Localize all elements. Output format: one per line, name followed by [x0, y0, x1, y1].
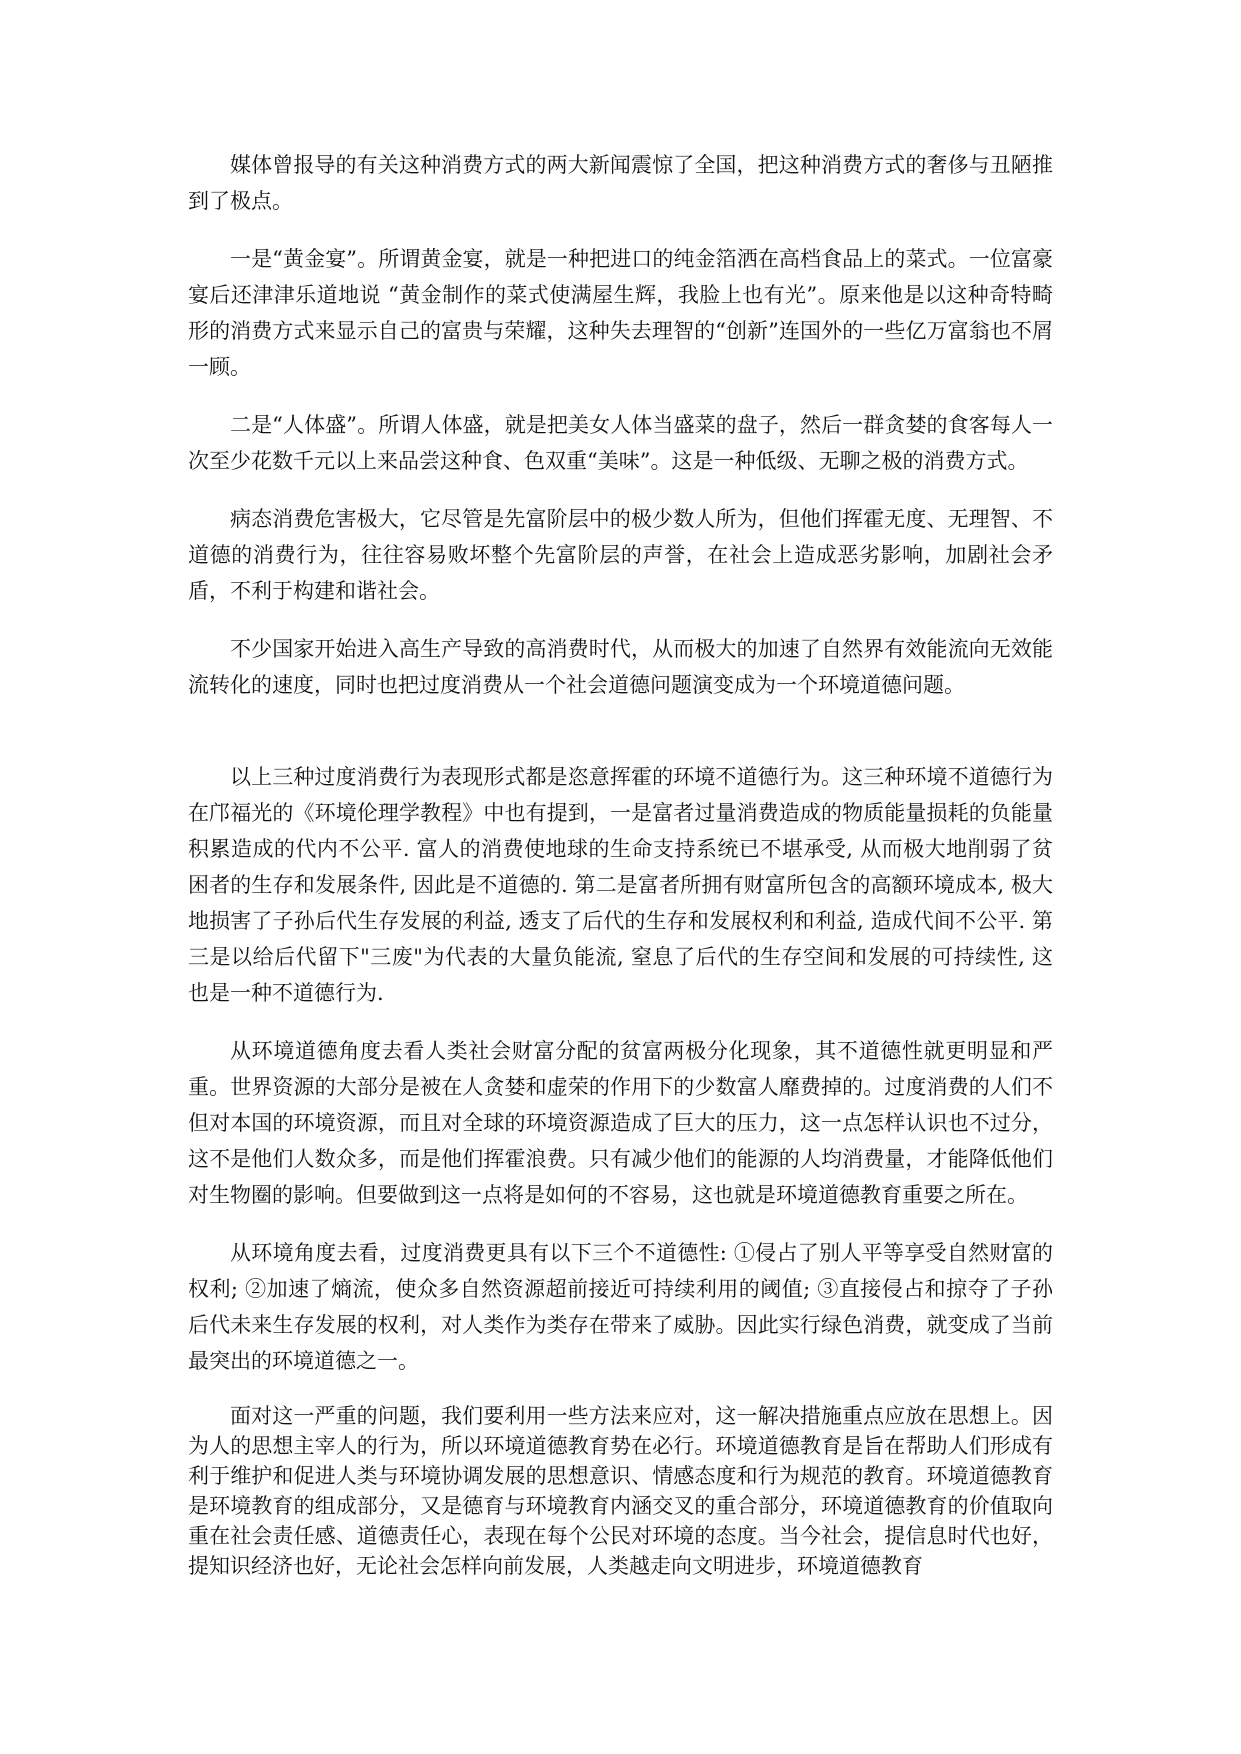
paragraph-wealth-polarization: 从环境道德角度去看人类社会财富分配的贫富两极分化现象，其不道德性就更明显和严重。世界资源的大部分是被在人贪婪和虚荣的作用下的少数富人靡费掉的。过度消费的人们不但对本国的环境资源，而且对全球的环境资源造成了巨大的压力，这一点怎样认识也不过分，这不是他们人数众多，而是他们挥霍浪费。只有减少他们的能源的人均消费量，才能降低他们对生物圈的影响。但要做到这一点将是如何的不容易，这也就是环境道德教育重要之所在。 [188, 1039, 1053, 1207]
paragraph-golden-banquet: 一是“黄金宴”。所谓黄金宴，就是一种把进口的纯金箔洒在高档食品上的菜式。一位富豪宴后还津津乐道地说 “黄金制作的菜式使满屋生辉，我脸上也有光”。原来他是以这种奇特畸形的消费方式来显示自己的富贵与荣耀，这种失去理智的“创新”连国外的一些亿万富翁也不屑一顾。 [188, 247, 1053, 379]
paragraph-three-immoralities: 从环境角度去看，过度消费更具有以下三个不道德性: ①侵占了别人平等享受自然财富的权利; ②加速了熵流，使众多自然资源超前接近可持续利用的阈值; ③直接侵占和掠夺了子孙后代未来生存发展的权利，对人类作为类存在带来了威胁。因此实行绿色消费，就变成了当前最突出的环境道德之一。 [188, 1241, 1053, 1373]
paragraph-high-consumption-era: 不少国家开始进入高生产导致的高消费时代，从而极大的加速了自然界有效能流向无效能流转化的速度，同时也把过度消费从一个社会道德问题演变成为一个环境道德问题。 [188, 637, 1053, 697]
document-body [188, 147, 1053, 1603]
paragraph-pathological-consumption: 病态消费危害极大，它尽管是先富阶层中的极少数人所为，但他们挥霍无度、无理智、不道德的消费行为，往往容易败坏整个先富阶层的声誉，在社会上造成恶劣影响，加剧社会矛盾，不利于构建和谐社会。 [188, 507, 1053, 603]
paragraph-body-platter: 二是“人体盛”。所谓人体盛，就是把美女人体当盛菜的盘子，然后一群贪婪的食客每人一次至少花数千元以上来品尝这种食、色双重“美味”。这是一种低级、无聊之极的消费方式。 [188, 413, 1053, 473]
paragraph-three-immoral-behaviors: 以上三种过度消费行为表现形式都是恣意挥霍的环境不道德行为。这三种环境不道德行为在邝福光的《环境伦理学教程》中也有提到，一是富者过量消费造成的物质能量损耗的负能量积累造成的代内不公平. 富人的消费使地球的生命支持系统已不堪承受, 从而极大地削弱了贫困者的生存和发展条件, 因此是不道德的. 第二是富者所拥有财富所包含的高额环境成本, 极大地损害了子孙后代生存发展的利益, 透支了后代的生存和发展权利和利益, 造成代间不公平. 第三是以给后代留下"三废"为代表的大量负能流, 窒息了后代的生存空间和发展的可持续性, 这也是一种不道德行为. [188, 765, 1053, 1005]
paragraph-environmental-ethics-education: 面对这一严重的问题，我们要利用一些方法来应对，这一解决措施重点应放在思想上。因为人的思想主宰人的行为，所以环境道德教育势在必行。环境道德教育是旨在帮助人们形成有利于维护和促进人类与环境协调发展的思想意识、情感态度和行为规范的教育。环境道德教育是环境教育的组成部分，又是德育与环境教育内涵交叉的重合部分，环境道德教育的价值取向重在社会责任感、道德责任心，表现在每个公民对环境的态度。当今社会，提信息时代也好，提知识经济也好，无论社会怎样向前发展，人类越走向文明进步，环境道德教育 [188, 1404, 1053, 1578]
paragraph-media-reports: 媒体曾报导的有关这种消费方式的两大新闻震惊了全国，把这种消费方式的奢侈与丑陋推到了极点。 [188, 153, 1053, 213]
